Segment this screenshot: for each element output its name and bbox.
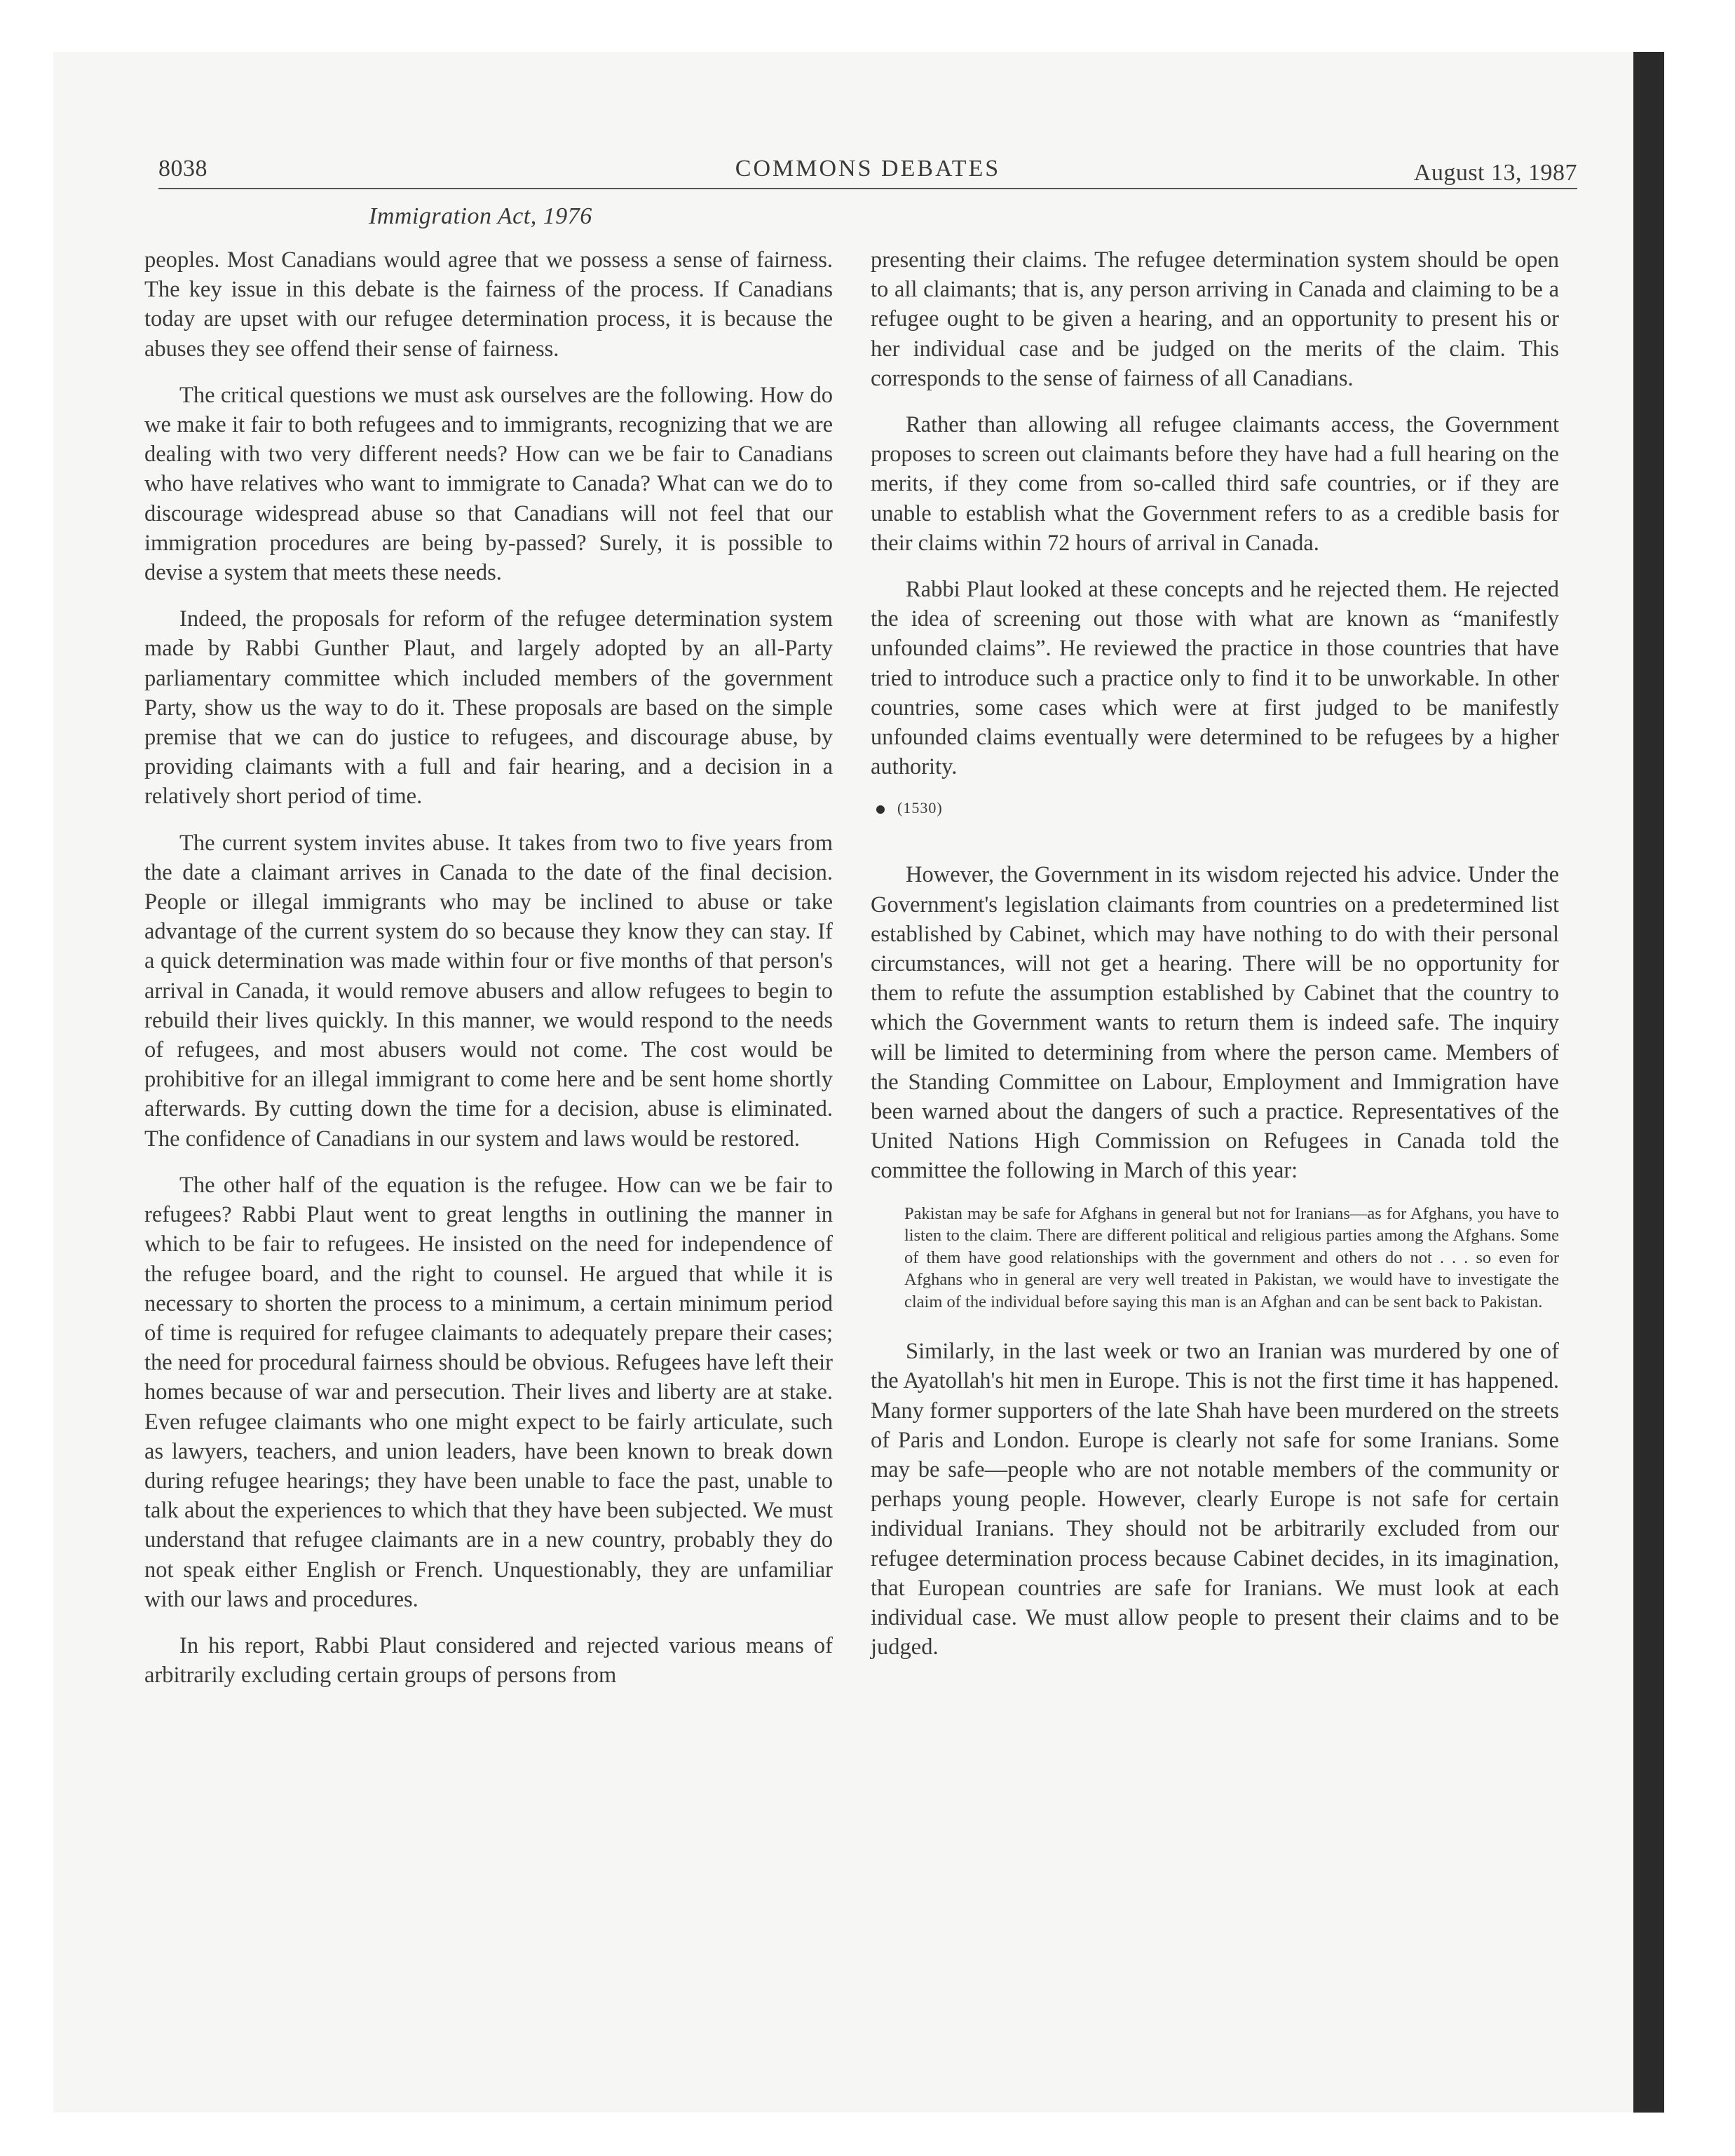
time-marker-label: (1530) [897, 799, 943, 817]
page-number: 8038 [158, 156, 207, 182]
paragraph: Indeed, the proposals for reform of the refugee determination system made by Rabbi Gunther Plaut, and largely adopted by an all-Party parliamentary committee which included members of the government Party, show us the way to do it. These proposals are based on the simple premise that we can do justice to refugees, and discourage abuse, by providing claimants with a full and fair hearing, and a decision in a relatively short period of time. [144, 606, 833, 810]
paragraph: The critical questions we must ask ourselves are the following. How do we make it fair to both refugees and to immigrants, recognizing that we are dealing with two very different needs? How can we be fair to Canadians who have relatives who want to immigrate to Canada? What can we do to discourage widespread abuse so that Canadians will not feel that our immigration procedures are being by-passed? Surely, it is possible to devise a system that meets these needs. [144, 382, 833, 586]
paragraph: Rabbi Plaut looked at these concepts and he rejected them. He rejected the idea of screening out those with what are known as “manifestly unfounded claims”. He reviewed the practice in those countries that have tried to introduce such a practice only to find it to be unworkable. In other countries, some cases which were at first judged to be manifestly unfounded claims eventually were determined to be refugees by a higher authority. [871, 577, 1559, 780]
block-quote: Pakistan may be safe for Afghans in general but not for Iranians—as for Afghans, you have to listen to the claim. There are different political and religious parties among the Afghans. Some of them have good relationships with the government and others do not . . . so even for Afghans who in general are very well treated in Pakistan, we would have to investigate the claim of the individual before saying this man is an Afghan and can be sent back to Pakistan. [904, 1203, 1559, 1311]
running-header [158, 151, 1577, 185]
paragraph: Similarly, in the last week or two an Iranian was murdered by one of the Ayatollah's hit men in Europe. This is not the first time it has happened. Many former supporters of the late Shah have been murdered on the streets of Paris and London. Europe is clearly not safe for some Iranians. Some may be safe—people who are not notable members of the community or perhaps young people. However, clearly Europe is not safe for certain individual Iranians. They should not be arbitrarily excluded from our refugee determination process because Cabinet decides, in its imagination, that European countries are safe for Iranians. We must look at each individual case. We must allow people to present their claims and to be judged. [871, 1339, 1559, 1660]
left-column [144, 245, 833, 1707]
header-rule [158, 188, 1577, 189]
paragraph: However, the Government in its wisdom rejected his advice. Under the Government's legislation claimants from countries on a predetermined list established by Cabinet, which may have nothing to do with their personal circumstances, will not get a hearing. There will be no opportunity for them to refute the assumption established by Cabinet that the country to which the Government wants to return them is indeed safe. The inquiry will be limited to determining from where the person came. Members of the Standing Committee on Labour, Employment and Immigration have been warned about the dangers of such a practice. Representatives of the United Nations High Commission on Refugees in Canada told the committee the following in March of this year: [871, 862, 1559, 1184]
bullet-icon [876, 805, 885, 814]
scan-edge-bar [1633, 52, 1664, 2113]
subject-title: Immigration Act, 1976 [369, 203, 592, 229]
right-column [871, 245, 1559, 1679]
paragraph: In his report, Rabbi Plaut considered and rejected various means of arbitrarily excluding certain groups of persons from [144, 1632, 833, 1688]
paragraph: The other half of the equation is the refugee. How can we be fair to refugees? Rabbi Plaut went to great lengths in outlining the manner in which to be fair to refugees. He insisted on the need for independence of the refugee board, and the right to counsel. He argued that while it is necessary to shorten the process to a minimum, a certain minimum period of time is required for refugee claimants to adequately prepare their cases; the need for procedural fairness should be obvious. Refugees have left their homes because of war and persecution. Their lives and liberty are at stake. Even refugee claimants who one might expect to be fairly articulate, such as lawyers, teachers, and union leaders, have been known to break down during refugee hearings; they have been unable to face the past, unable to talk about the experiences to which that they have been subjected. We must understand that refugee claimants are in a new country, probably they do not speak either English or French. Unquestionably, they are unfamiliar with our laws and procedures. [144, 1172, 833, 1612]
paragraph: peoples. Most Canadians would agree that we possess a sense of fairness. The key issue in this debate is the fairness of the process. If Canadians today are upset with our refugee determination process, it is because the abuses they see offend their sense of fairness. [144, 247, 833, 362]
paragraph: presenting their claims. The refugee determination system should be open to all claimants; that is, any person arriving in Canada and claiming to be a refugee ought to be given a hearing, and an opportunity to present his or her individual case and be judged on the merits of the claim. This corresponds to the sense of fairness of all Canadians. [871, 247, 1559, 391]
time-marker [876, 798, 1559, 818]
paragraph: Rather than allowing all refugee claimants access, the Government proposes to screen out claimants before they have had a full hearing on the merits, if they come from so-called third safe countries, or if they are unable to establish what the Government refers to as a credible basis for their claims within 72 hours of arrival in Canada. [871, 412, 1559, 556]
paragraph: The current system invites abuse. It takes from two to five years from the date a claimant arrives in Canada to the date of the final decision. People or illegal immigrants who may be inclined to abuse or take advantage of the current system do so because they know they can stay. If a quick determination was made within four or five months of that person's arrival in Canada, it would remove abusers and allow refugees to begin to rebuild their lives quickly. In this manner, we would respond to the needs of refugees, and most abusers would not come. The cost would be prohibitive for an illegal immigrant to come here and be sent home shortly afterwards. By cutting down the time for a decision, abuse is eliminated. The confidence of Canadians in our system and laws would be restored. [144, 830, 833, 1152]
issue-date: August 13, 1987 [1413, 160, 1577, 186]
journal-title: COMMONS DEBATES [735, 156, 1001, 182]
